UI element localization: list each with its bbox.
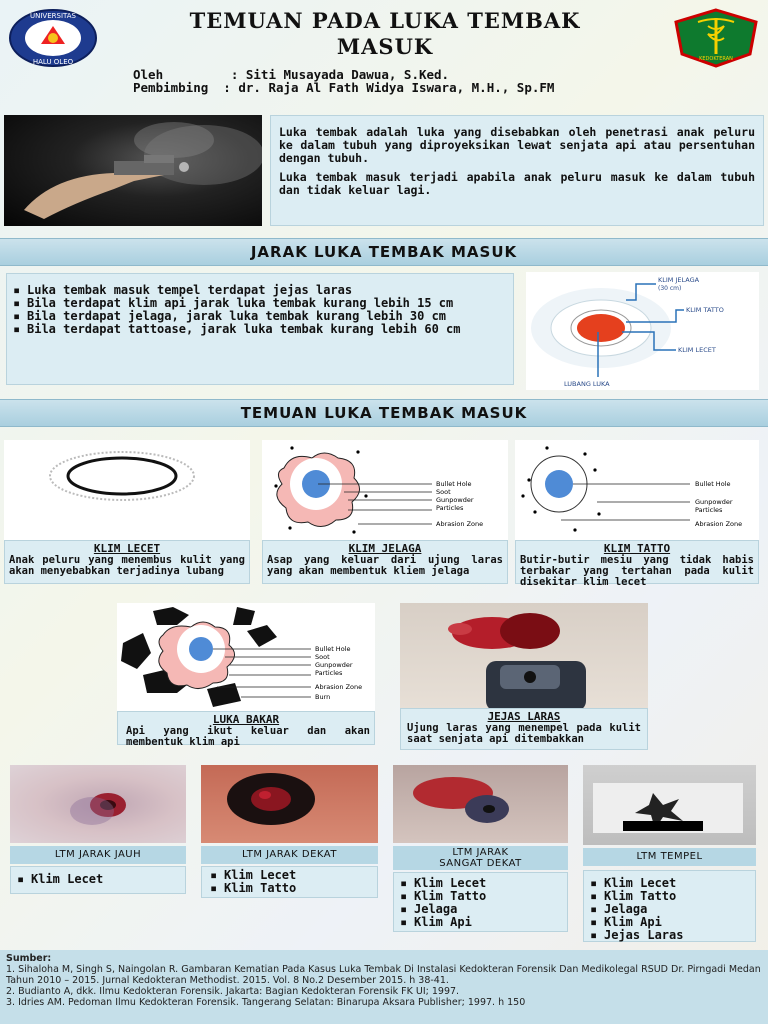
medical-faculty-logo — [672, 8, 760, 68]
jejas-laras-card — [400, 708, 648, 750]
intro-paragraph-1: Luka tembak adalah luka yang disebabkan oleh penetrasi anak peluru ke dalam tubuh yang diproyeksikan lewat senjata api atau persentuhan dengan tubuh. — [279, 125, 755, 165]
svg-text:Soot: Soot — [315, 653, 330, 661]
list-item: ▪ Bila terdapat klim api jarak luka tembak kurang lebih 15 cm — [11, 297, 509, 310]
svg-text:Bullet Hole: Bullet Hole — [436, 480, 472, 488]
card-title: KLIM JELAGA — [348, 542, 422, 555]
klim-jelaga-diagram — [262, 440, 508, 540]
list-item: ▪ Klim Lecet — [15, 873, 181, 886]
svg-text:Burn: Burn — [315, 693, 331, 701]
list-item: ▪ Klim Api — [398, 916, 563, 929]
svg-text:KLIM JELAGA: KLIM JELAGA — [658, 276, 700, 284]
svg-text:Particles: Particles — [436, 504, 464, 512]
reference-item: 1. Sihaloha M, Singh S, Naingolan R. Gambaran Kematian Pada Kasus Luka Tembak Di Instalasi Kedokteran Forensik Dan Medikolegal RSUD Dr. Pirngadi Medan Tahun 2010 – 2015. Jurnal Kedokteran Methodist. 2015. Vol. 8 No.2 Desember 2015. h 38-41. — [6, 964, 761, 986]
ltm-tempel-label: LTM TEMPEL — [583, 848, 756, 866]
wound-zone-diagram — [526, 272, 759, 390]
klim-lecet-card — [4, 540, 250, 584]
svg-text:HALU OLEO: HALU OLEO — [32, 58, 74, 66]
card-text: Ujung laras yang menempel pada kulit saat senjata api ditembakkan — [407, 722, 641, 745]
card-title: KLIM LECET — [93, 542, 161, 555]
label-line-2: SANGAT DEKAT — [439, 858, 522, 869]
klim-lecet-image — [4, 440, 250, 540]
svg-text:LUBANG LUKA: LUBANG LUKA — [564, 380, 610, 388]
list-item: ▪ Jelaga — [398, 903, 563, 916]
svg-text:(30 cm): (30 cm) — [658, 285, 682, 292]
svg-text:Soot: Soot — [436, 488, 451, 496]
ltm-sangat-dekat-label — [393, 846, 568, 870]
university-logo — [8, 8, 98, 68]
list-item: ▪ Jelaga — [588, 903, 751, 916]
svg-text:KEDOKTERAN: KEDOKTERAN — [699, 56, 733, 62]
supervisor-line: Pembimbing : dr. Raja Al Fath Widya Iswara, M.H., Sp.FM — [133, 80, 555, 95]
references-heading: Sumber: — [6, 953, 52, 964]
svg-text:Gunpowder: Gunpowder — [695, 498, 733, 506]
list-item: ▪ Bila terdapat tattoase, jarak luka tembak kurang lebih 60 cm — [11, 323, 509, 336]
card-text: Asap yang keluar dari ujung laras yang akan membentuk kliem jelaga — [267, 554, 503, 577]
section-banner-temuan: TEMUAN LUKA TEMBAK MASUK — [0, 399, 768, 427]
list-item: ▪ Klim Lecet — [398, 877, 563, 890]
jarak-bullet-list — [11, 284, 509, 336]
poster-title — [110, 8, 660, 60]
card-title: KLIM TATTO — [603, 542, 671, 555]
list-item: ▪ Bila terdapat jelaga, jarak luka tembak kurang lebih 30 cm — [11, 310, 509, 323]
svg-text:Abrasion Zone: Abrasion Zone — [436, 520, 484, 528]
svg-text:Abrasion Zone: Abrasion Zone — [695, 520, 743, 528]
svg-text:Bullet Hole: Bullet Hole — [315, 645, 351, 653]
klim-tatto-card — [515, 540, 759, 588]
svg-text:Abrasion Zone: Abrasion Zone — [315, 683, 363, 691]
list-item: ▪ Klim Tatto — [208, 882, 371, 895]
ltm-jarak-dekat-box — [201, 866, 378, 898]
luka-bakar-card — [117, 711, 375, 748]
gun-firing-photo — [4, 115, 262, 226]
luka-bakar-diagram — [117, 603, 375, 711]
svg-text:Gunpowder: Gunpowder — [315, 661, 353, 669]
card-text: Butir-butir mesiu yang tidak habis terbakar yang tertahan pada kulit disekitar klim lecet — [520, 554, 754, 588]
label-line-1: LTM JARAK — [452, 847, 509, 858]
author-line: Oleh : Siti Musayada Dawua, S.Ked. — [133, 67, 450, 82]
svg-text:KLIM TATTO: KLIM TATTO — [686, 306, 724, 314]
list-item: ▪ Klim Tatto — [398, 890, 563, 903]
card-text: Anak peluru yang menembus kulit yang akan menyebabkan terjadinya lubang — [9, 554, 245, 577]
title-line-1: TEMUAN PADA LUKA TEMBAK — [189, 8, 581, 33]
ltm-tempel-photo — [583, 765, 756, 845]
card-title: LUKA BAKAR — [212, 713, 280, 726]
intro-paragraph-2: Luka tembak masuk terjadi apabila anak peluru masuk ke dalam tubuh dan tidak keluar lagi. — [279, 170, 755, 197]
list-item: ▪ Klim Api — [588, 916, 751, 929]
ltm-jarak-dekat-label: LTM JARAK DEKAT — [201, 846, 378, 864]
ltm-sangat-dekat-box — [393, 872, 568, 932]
card-text: Api yang ikut keluar dan akan membentuk klim api — [126, 725, 370, 748]
title-line-2: MASUK — [336, 34, 434, 59]
jejas-laras-photo — [400, 603, 648, 708]
svg-text:Particles: Particles — [315, 669, 343, 677]
list-item: ▪ Luka tembak masuk tempel terdapat jejas laras — [11, 284, 509, 297]
reference-item: 2. Budianto A, dkk. Ilmu Kedokteran Forensik. Jakarta: Bagian Kedokteran Forensik FK UI; 1997. — [6, 986, 460, 997]
svg-text:KLIM LECET: KLIM LECET — [678, 346, 716, 354]
ltm-jarak-jauh-label: LTM JARAK JAUH — [10, 846, 186, 864]
jarak-box — [6, 273, 514, 385]
klim-jelaga-card — [262, 540, 508, 584]
klim-tatto-diagram — [515, 440, 759, 540]
card-title: JEJAS LARAS — [487, 710, 561, 723]
svg-text:Bullet Hole: Bullet Hole — [695, 480, 731, 488]
ltm-tempel-box — [583, 870, 756, 942]
references-box — [0, 950, 768, 1024]
section-banner-jarak: JARAK LUKA TEMBAK MASUK — [0, 238, 768, 266]
list-item: ▪ Jejas Laras — [588, 929, 751, 942]
reference-item: 3. Idries AM. Pedoman Ilmu Kedokteran Forensik. Tangerang Selatan: Binarupa Aksara Publisher; 1997. h 150 — [6, 997, 526, 1008]
ltm-jarak-jauh-photo — [10, 765, 186, 843]
list-item: ▪ Klim Lecet — [588, 877, 751, 890]
svg-text:Particles: Particles — [695, 506, 723, 514]
svg-text:Gunpowder: Gunpowder — [436, 496, 474, 504]
intro-box — [270, 115, 764, 226]
ltm-jarak-jauh-box — [10, 866, 186, 894]
list-item: ▪ Klim Lecet — [208, 869, 371, 882]
svg-text:UNIVERSITAS: UNIVERSITAS — [30, 12, 76, 20]
list-item: ▪ Klim Tatto — [588, 890, 751, 903]
ltm-jarak-dekat-photo — [201, 765, 378, 843]
ltm-sangat-dekat-photo — [393, 765, 568, 843]
